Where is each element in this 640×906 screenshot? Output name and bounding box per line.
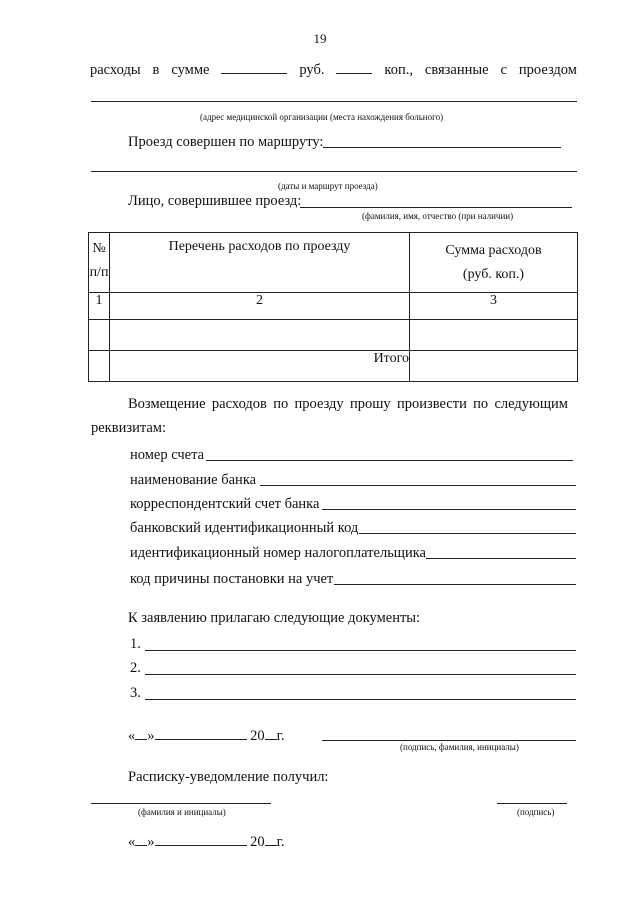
attachment-field-1[interactable] [145, 650, 576, 651]
receipt-date-month-field[interactable] [155, 834, 247, 846]
date-month-field[interactable] [155, 728, 247, 740]
column-number-2: 2 [110, 293, 410, 320]
header-sum [410, 233, 578, 293]
expenses-table [88, 232, 578, 382]
kpp-label: код причины постановки на учет [130, 571, 334, 587]
receiver-signature-field[interactable] [497, 803, 567, 804]
route-field-2[interactable] [91, 171, 577, 172]
date-year-field[interactable] [265, 728, 277, 740]
route-label: Проезд совершен по маршруту: [128, 134, 324, 150]
person-caption: (фамилия, имя, отчество (при наличии) [362, 211, 514, 221]
row-sum-cell[interactable] [410, 320, 578, 351]
person-field[interactable] [300, 207, 572, 208]
route-field[interactable] [323, 147, 561, 148]
application-date [128, 728, 285, 744]
attachment-number-3: 3. [130, 685, 141, 701]
receipt-date [128, 834, 285, 850]
total-label: Итого [110, 351, 410, 382]
inn-field[interactable] [426, 558, 576, 559]
receipt-date-year-field[interactable] [265, 834, 277, 846]
header-number-line-1: № [92, 241, 106, 256]
amount-rub-field[interactable] [221, 62, 287, 74]
receipt-date-year-prefix: 20 [250, 834, 265, 850]
total-empty-cell [89, 351, 110, 382]
table-numbering-row [89, 293, 578, 320]
address-field[interactable] [91, 101, 577, 102]
table-header-row [89, 233, 578, 293]
receipt-date-close-quote: » [147, 834, 155, 850]
receipt-date-year-suffix: г. [276, 834, 285, 850]
reimbursement-text-2: реквизитам: [91, 420, 166, 436]
page-number: 19 [313, 31, 327, 46]
date-year-suffix: г. [276, 728, 285, 744]
row-number-cell[interactable] [89, 320, 110, 351]
surname-caption: (фамилия и инициалы) [138, 807, 226, 817]
header-number-line-2: п/п [89, 265, 109, 280]
dates-caption: (даты и маршрут проезда) [278, 181, 378, 191]
amount-word-2: в [152, 62, 160, 78]
corr-account-field[interactable] [322, 509, 576, 510]
receipt-label: Расписку-уведомление получил: [128, 769, 329, 785]
attachments-label: К заявлению прилагаю следующие документы: [128, 610, 421, 626]
date-day-field[interactable] [135, 728, 147, 740]
date-year-prefix: 20 [250, 728, 265, 744]
header-sum-line-2: (руб. коп.) [462, 267, 525, 282]
receipt-date-day-field[interactable] [135, 834, 147, 846]
bik-label: банковский идентификационный код [130, 520, 359, 536]
amount-word-3: сумме [171, 62, 210, 78]
header-expense-list: Перечень расходов по проезду [110, 233, 410, 293]
amount-word-rub: руб. [299, 62, 325, 78]
header-sum-line-1: Сумма расходов [445, 243, 542, 258]
amount-word-7: с [500, 62, 507, 78]
signature-field[interactable] [322, 740, 576, 741]
attachment-number-2: 2. [130, 660, 141, 676]
attachment-field-2[interactable] [145, 674, 576, 675]
table-row [89, 320, 578, 351]
amount-line [90, 62, 577, 79]
signature-caption: (подпись, фамилия, инициалы) [400, 742, 519, 752]
amount-word-kop: коп., [384, 62, 413, 78]
account-label: номер счета [130, 447, 205, 463]
date-open-quote: « [128, 728, 136, 744]
amount-word-8: проездом [518, 62, 577, 78]
attachment-number-1: 1. [130, 636, 141, 652]
amount-kop-field[interactable] [336, 62, 372, 74]
inn-label: идентификационный номер налогоплательщика [130, 545, 426, 561]
header-number [89, 233, 110, 293]
person-label: Лицо, совершившее проезд: [128, 193, 302, 209]
table-total-row [89, 351, 578, 382]
row-expense-cell[interactable] [110, 320, 410, 351]
receipt-date-open-quote: « [128, 834, 136, 850]
bank-name-label: наименование банка [130, 472, 257, 488]
attachment-field-3[interactable] [145, 699, 576, 700]
column-number-1: 1 [89, 293, 110, 320]
reimbursement-text: Возмещение расходов по проезду прошу произвести по следующим [128, 396, 568, 412]
total-sum-cell[interactable] [410, 351, 578, 382]
corr-account-label: корреспондентский счет банка [130, 496, 320, 512]
amount-word-1: расходы [90, 62, 141, 78]
receiver-name-field[interactable] [91, 803, 271, 804]
bank-name-field[interactable] [260, 485, 576, 486]
sign-caption: (подпись) [517, 807, 555, 817]
address-caption: (адрес медицинской организации (места нахождения больного) [200, 112, 444, 122]
account-field[interactable] [206, 460, 573, 461]
column-number-3: 3 [410, 293, 578, 320]
kpp-field[interactable] [334, 584, 576, 585]
bik-field[interactable] [359, 533, 576, 534]
amount-word-6: связанные [424, 62, 489, 78]
date-close-quote: » [147, 728, 155, 744]
